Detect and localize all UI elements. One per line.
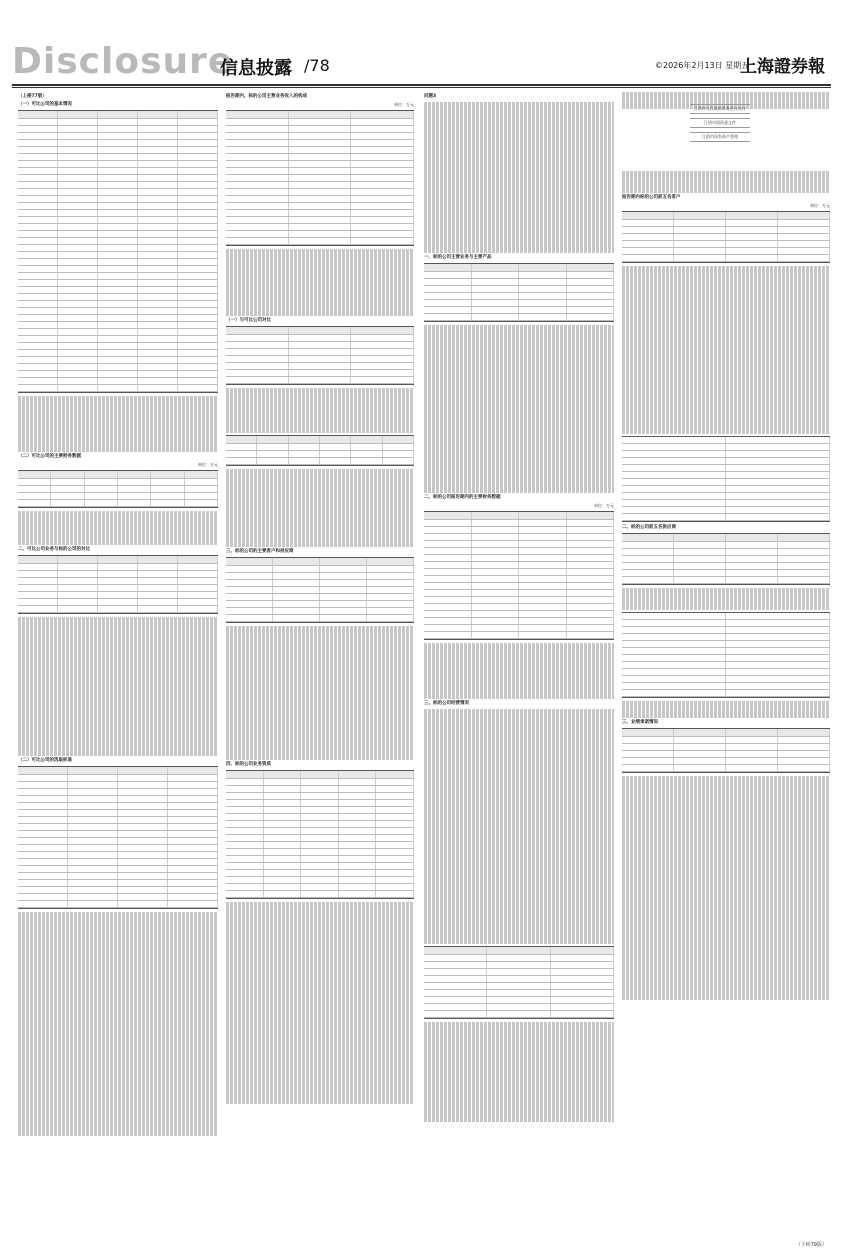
c3-heading-4: 三、标的公司经营情况 (424, 700, 469, 706)
c3-table-3 (424, 946, 614, 1019)
c1-table-2 (18, 470, 218, 508)
c1-heading-3: （二）可比公司的主要财务数据 (18, 453, 81, 459)
c1-table-4 (18, 766, 218, 909)
section-title: 信息披露 (220, 58, 292, 79)
seal-line-1: 江阴市人民政府常务会议决议 (690, 104, 750, 114)
header-rule-thin (12, 87, 831, 88)
c3-table-1 (424, 263, 614, 322)
issue-date: ©2026年2月13日 星期五 (655, 61, 750, 70)
column-3 (424, 92, 614, 1238)
c1-heading-4: 二、可比公司业务与标的公司的对比 (18, 546, 90, 552)
c3-heading-1: 问题3 (424, 94, 437, 99)
masthead-title: Disclosure (12, 41, 234, 82)
c3-table-2 (424, 511, 614, 640)
c3-heading-3: 二、标的公司报告期内的主要财务数据 (424, 494, 501, 500)
c2-heading-3: 三、标的公司的主要客户和供应商 (226, 549, 294, 555)
c4-table-1 (622, 211, 830, 263)
c2-table-2 (226, 326, 414, 385)
continued-note: （下转79版） (795, 1242, 827, 1248)
header-rule (12, 84, 831, 86)
c1-table-1 (18, 110, 218, 393)
c2-table-1 (226, 110, 414, 246)
newspaper-name: 上海證券報 (740, 57, 825, 77)
c2-table-4 (226, 557, 414, 623)
column-1 (18, 92, 218, 1238)
c4-heading-1: 报告期内标的公司前五名客户 (622, 195, 681, 201)
c4-table-5 (622, 728, 830, 773)
c2-table-3 (226, 435, 414, 466)
masthead (12, 41, 831, 82)
c1-heading-5: （二）可比公司的选取标准 (18, 758, 72, 764)
c2-heading-4: 四、标的公司业务资质 (226, 762, 271, 768)
c4-heading-3: 三、业绩承诺情况 (622, 720, 658, 726)
c1-heading-2: （一）可比公司的基本情况 (18, 102, 72, 107)
c2-unit: 单位：万元 (394, 102, 414, 107)
c2-heading-2: （一）与可比公司对比 (226, 318, 271, 324)
c2-heading-1: 报告期内，标的公司主营业务收入的构成 (226, 94, 307, 99)
c1-unit: 单位：万元 (198, 461, 218, 467)
c4-unit: 单位：万元 (810, 203, 830, 209)
c4-table-3 (622, 533, 830, 585)
seal-line-3: 江阴市国有资产管理 (690, 132, 750, 142)
seal-line-2: 江阴市国资委文件 (690, 118, 750, 128)
seal-list (690, 100, 750, 146)
c3-heading-2: 一、标的公司主营业务与主要产品 (424, 255, 492, 261)
c2-table-5 (226, 770, 414, 899)
c1-heading-1: （上接77版） (18, 94, 47, 99)
column-2 (226, 92, 414, 1238)
page-number: /78 (304, 56, 330, 75)
c1-table-3 (18, 555, 218, 614)
c3-unit: 单位：万元 (594, 502, 614, 508)
column-4 (622, 92, 830, 1238)
c4-heading-2: 二、标的公司前五名供应商 (622, 524, 676, 530)
c4-table-4 (622, 612, 830, 698)
c4-table-2 (622, 436, 830, 522)
